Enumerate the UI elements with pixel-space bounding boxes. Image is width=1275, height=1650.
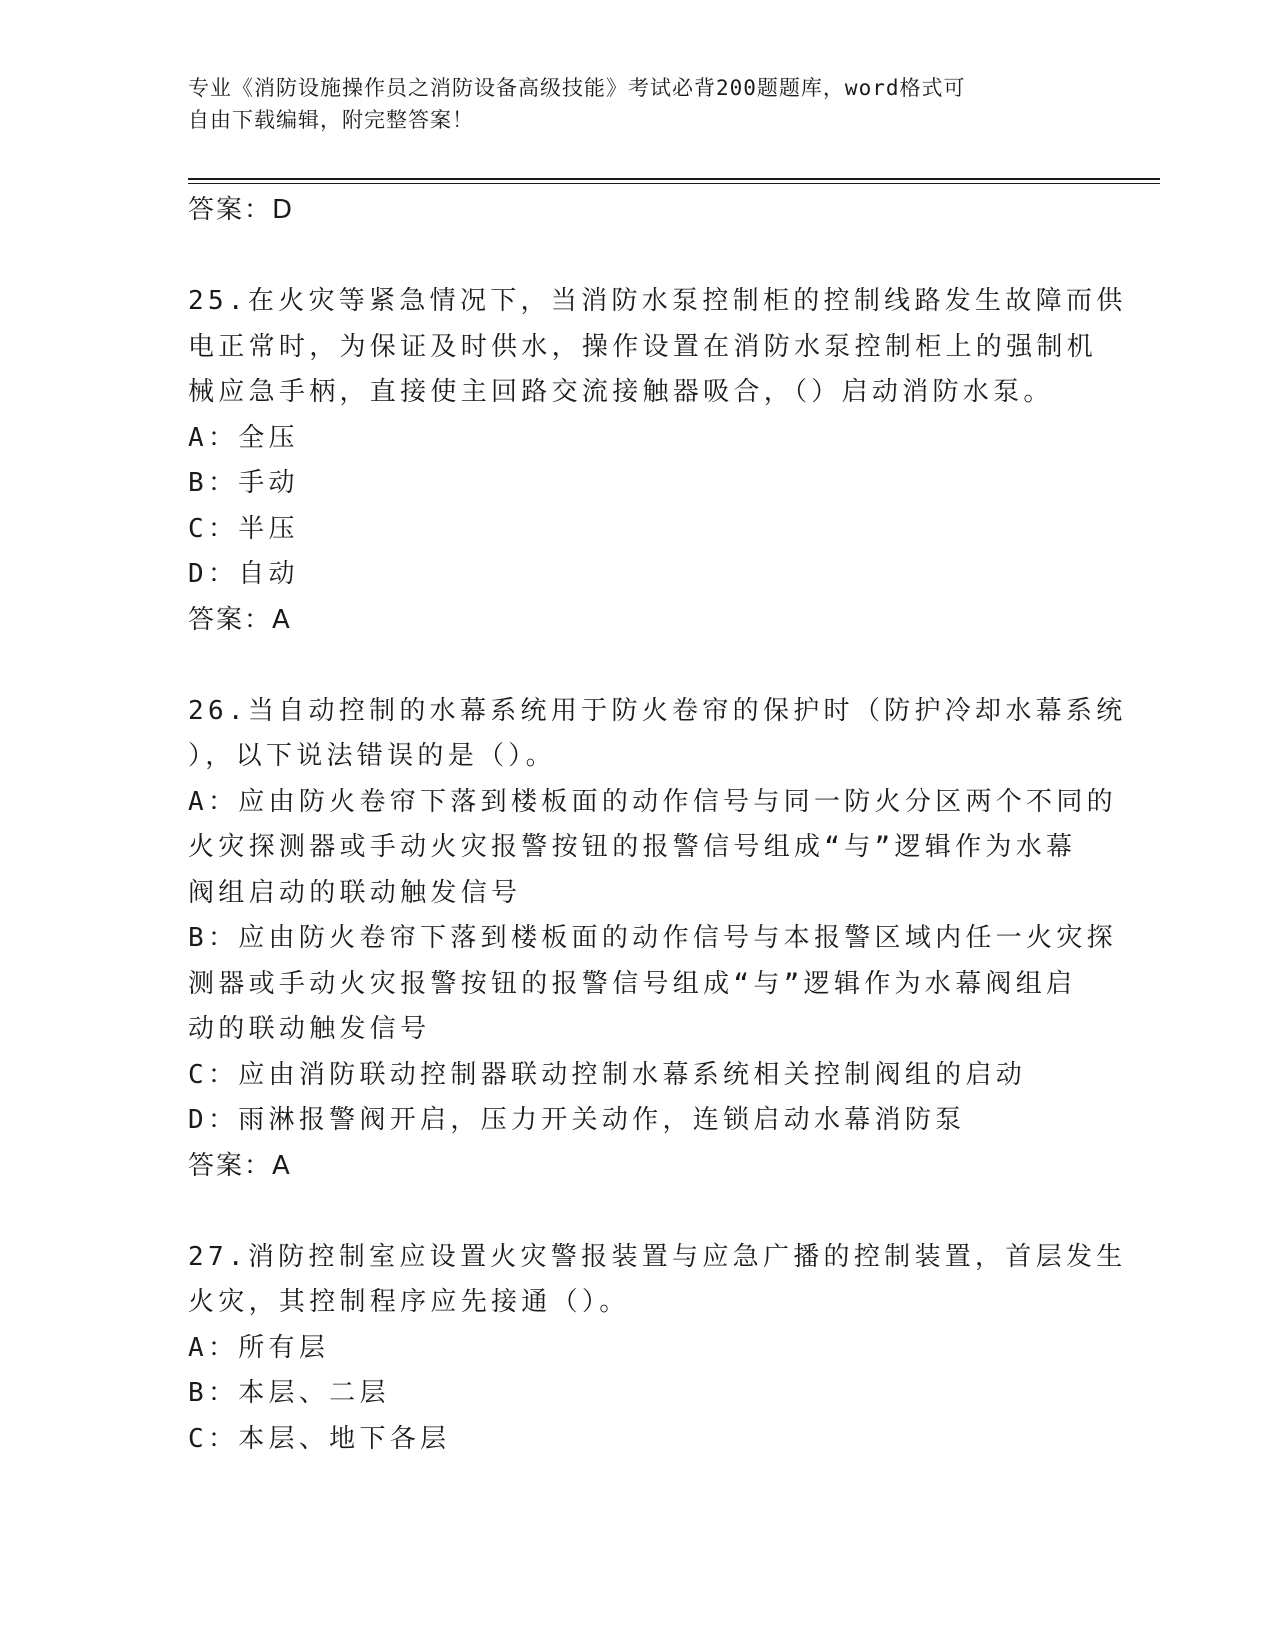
option-b-cont: 动的联动触发信号	[188, 1014, 431, 1044]
header-line-1: 专业《消防设施操作员之消防设备高级技能》考试必背200题题库，word格式可	[188, 76, 966, 100]
option-c: C：半压	[188, 513, 299, 544]
question-stem-line: 26.当自动控制的水幕系统用于防火卷帘的保护时（防护冷却水幕系统	[188, 695, 1127, 726]
answer: 答案：A	[188, 604, 292, 635]
header-rule-thin	[188, 183, 1160, 184]
question-content	[188, 188, 1127, 1462]
question-stem-line: 械应急手柄，直接使主回路交流接触器吸合，（）启动消防水泵。	[188, 377, 1054, 407]
option-b-cont: 测器或手动火灾报警按钮的报警信号组成“与”逻辑作为水幕阀组启	[188, 968, 1077, 999]
question-stem-line: 火灾，其控制程序应先接通（）。	[188, 1287, 630, 1317]
option-d: D：自动	[188, 559, 299, 589]
spacer	[188, 643, 1088, 689]
question-stem-line: ），以下说法错误的是（）。	[188, 741, 556, 771]
option-c: C：本层、地下各层	[188, 1423, 451, 1454]
answer: 答案：A	[188, 1150, 292, 1181]
question-25	[188, 279, 1127, 643]
spacer	[188, 234, 1088, 280]
question-stem-line: 27.消防控制室应设置火灾警报装置与应急广播的控制装置，首层发生	[188, 1241, 1127, 1272]
option-b: B：应由防火卷帘下落到楼板面的动作信号与本报警区域内任一火灾探	[188, 923, 1117, 953]
option-a: A：应由防火卷帘下落到楼板面的动作信号与同一防火分区两个不同的	[188, 786, 1117, 817]
option-d: D：雨淋报警阀开启，压力开关动作，连锁启动水幕消防泵	[188, 1105, 966, 1135]
header-line-2: 自由下载编辑，附完整答案！	[188, 108, 474, 132]
question-26	[188, 689, 1127, 1190]
question-stem-line: 25.在火灾等紧急情况下，当消防水泵控制柜的控制线路发生故障而供	[188, 286, 1127, 316]
option-a-cont: 阀组启动的联动触发信号	[188, 877, 522, 908]
option-a-cont: 火灾探测器或手动火灾报警按钮的报警信号组成“与”逻辑作为水幕	[188, 832, 1077, 862]
option-a: A：全压	[188, 422, 299, 453]
question-27	[188, 1235, 1127, 1463]
option-a: A：所有层	[188, 1332, 330, 1363]
option-b: B：本层、二层	[188, 1378, 390, 1408]
header-rule-thick	[188, 178, 1160, 180]
question-stem-line: 电正常时，为保证及时供水，操作设置在消防水泵控制柜上的强制机	[188, 331, 1098, 362]
spacer	[188, 1189, 1088, 1235]
answer-previous: 答案：D	[188, 195, 295, 225]
page-header	[188, 72, 1088, 136]
option-b: B：手动	[188, 468, 299, 498]
option-c: C：应由消防联动控制器联动控制水幕系统相关控制阀组的启动	[188, 1059, 1027, 1090]
